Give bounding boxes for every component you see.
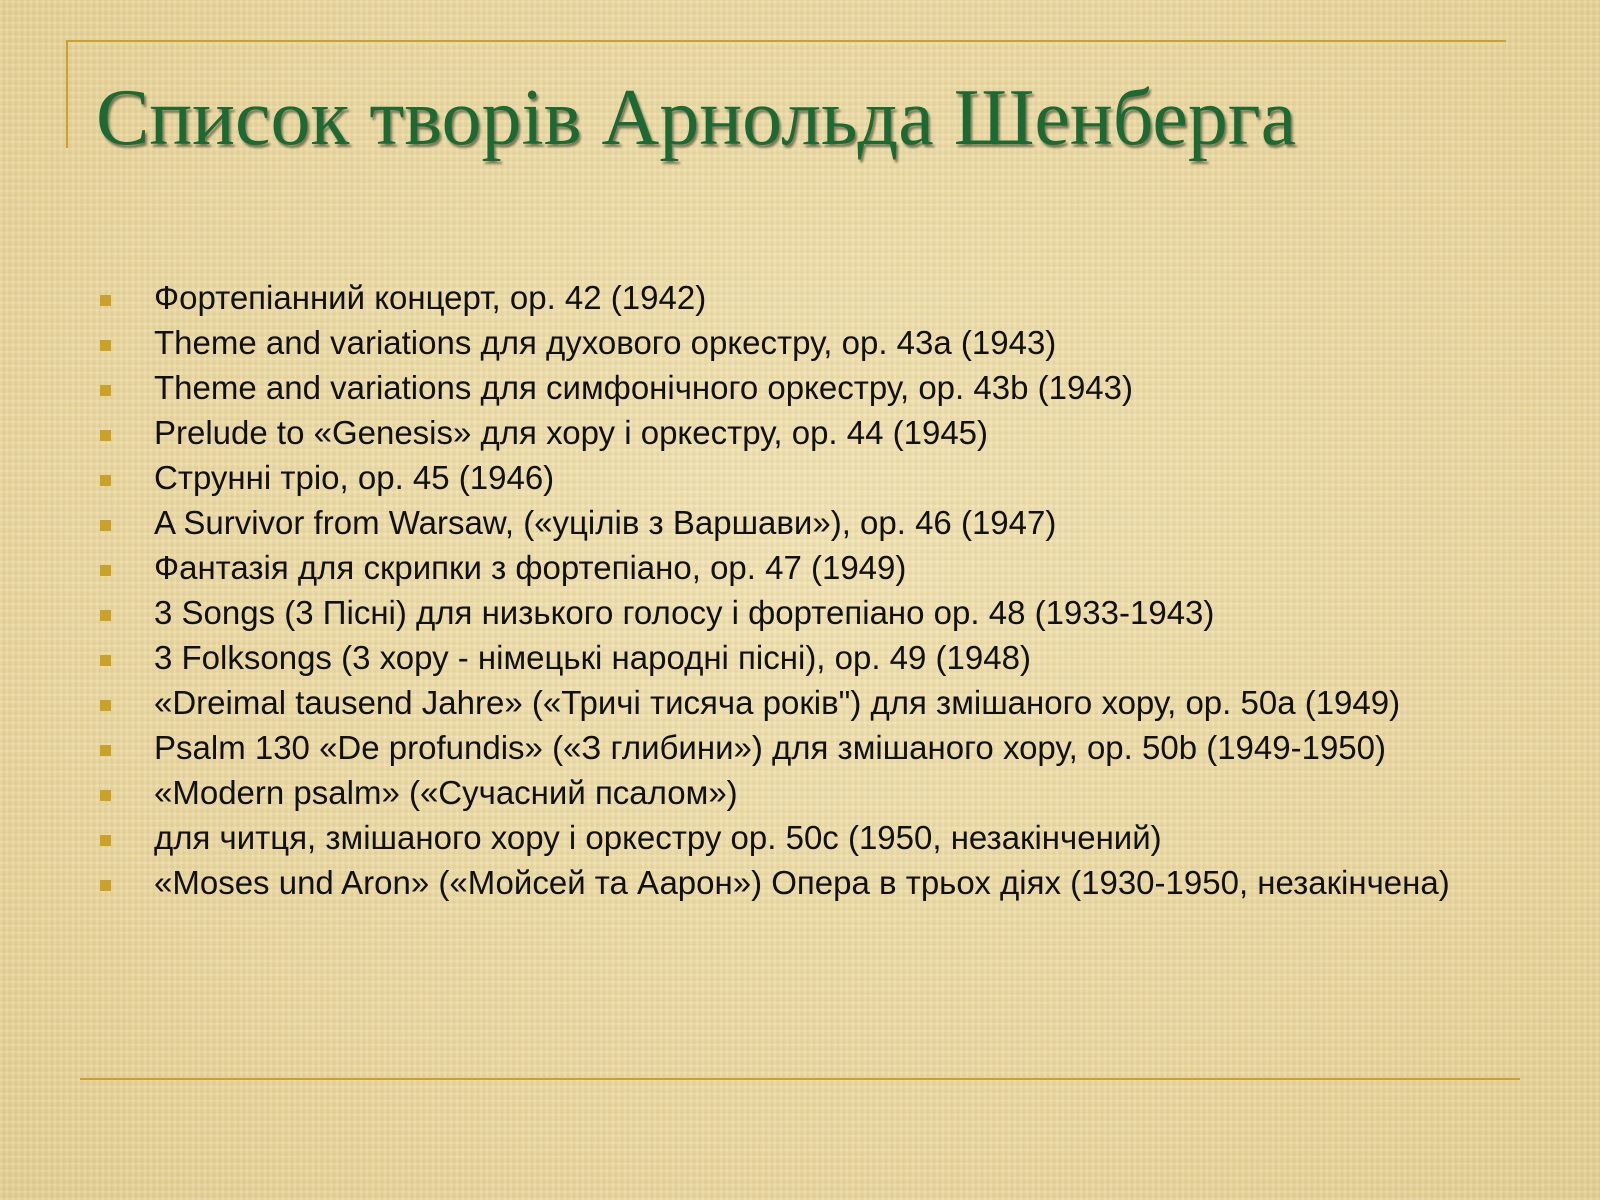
works-list [96, 280, 1486, 910]
list-item [96, 370, 1486, 405]
square-bullet-icon [100, 745, 111, 756]
list-item-text: «Modern psalm» («Сучасний псалом») [154, 774, 738, 811]
square-bullet-icon [100, 835, 111, 846]
square-bullet-icon [100, 655, 111, 666]
square-bullet-icon [100, 790, 111, 801]
list-item [96, 415, 1486, 450]
frame-top-line [66, 40, 1506, 42]
list-item [96, 685, 1486, 720]
slide-title: Список творів Арнольда Шенберга [96, 74, 1297, 162]
list-item-text: Prelude to «Genesis» для хору і оркестру, op. 44 (1945) [154, 414, 989, 451]
square-bullet-icon [100, 880, 111, 891]
list-item-text: Фортепіанний концерт, op. 42 (1942) [154, 279, 707, 316]
square-bullet-icon [100, 430, 111, 441]
list-item [96, 280, 1486, 315]
square-bullet-icon [100, 295, 111, 306]
square-bullet-icon [100, 520, 111, 531]
list-item [96, 325, 1486, 360]
square-bullet-icon [100, 475, 111, 486]
list-item-text: Theme and variations для симфонічного оркестру, op. 43b (1943) [154, 369, 1133, 406]
square-bullet-icon [100, 385, 111, 396]
list-item-text: «Moses und Aron» («Мойсей та Аарон») Опера в трьох діях (1930-1950, незакінчена) [154, 864, 1450, 901]
list-item-text: Струнні тріо, op. 45 (1946) [154, 459, 555, 496]
list-item-text: A Survivor from Warsaw, («уцілів з Варшави»), op. 46 (1947) [154, 504, 1057, 541]
list-item [96, 595, 1486, 630]
list-item [96, 820, 1486, 855]
list-item-text: 3 Songs (3 Пісні) для низького голосу і фортепіано op. 48 (1933-1943) [154, 594, 1215, 631]
square-bullet-icon [100, 610, 111, 621]
list-item [96, 550, 1486, 585]
list-item [96, 640, 1486, 675]
list-item-text: Фантазія для скрипки з фортепіано, op. 47 (1949) [154, 549, 907, 586]
list-item-text: Psalm 130 «De profundis» («З глибини») для змішаного хору, op. 50b (1949-1950) [154, 729, 1387, 766]
list-item [96, 865, 1486, 900]
list-item-text: для читця, змішаного хору і оркестру op. 50c (1950, незакінчений) [154, 819, 1162, 856]
list-item [96, 775, 1486, 810]
list-item-text: «Dreimal tausend Jahre» («Тричі тисяча років") для змішаного хору, op. 50a (1949) [154, 684, 1401, 721]
list-item [96, 505, 1486, 540]
square-bullet-icon [100, 340, 111, 351]
frame-bottom-line [80, 1078, 1520, 1080]
list-item-text: 3 Folksongs (3 хору - німецькі народні пісні), op. 49 (1948) [154, 639, 1031, 676]
list-item [96, 460, 1486, 495]
list-item-text: Theme and variations для духового оркестру, op. 43a (1943) [154, 324, 1057, 361]
frame-left-line [66, 40, 68, 148]
list-item [96, 730, 1486, 765]
square-bullet-icon [100, 565, 111, 576]
square-bullet-icon [100, 700, 111, 711]
